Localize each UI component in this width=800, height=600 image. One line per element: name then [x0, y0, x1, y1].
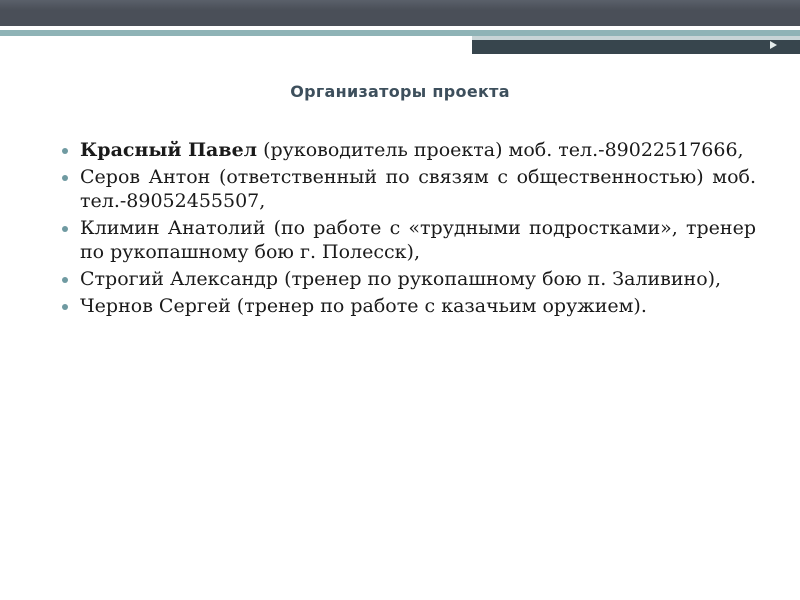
- triangle-marker-icon: [770, 41, 777, 49]
- header-sheen: [0, 0, 800, 10]
- bullet-icon: [62, 175, 68, 181]
- list-item-strong: Красный Павел: [80, 139, 258, 161]
- bullet-icon: [62, 304, 68, 310]
- list-item: [62, 138, 756, 162]
- list-item: [62, 294, 756, 318]
- slide-title: Организаторы проекта: [290, 82, 510, 101]
- list-item-text: Климин Анатолий (по работе с «трудными подростками», тренер по рукопашному бою г. Полесск),: [80, 217, 756, 263]
- light-accent-strip: [472, 36, 800, 40]
- list-item-text: Серов Антон (ответственный по связям с общественностью) моб. тел.-89052455507,: [80, 166, 756, 212]
- list-item: [62, 267, 756, 291]
- list-item-text: (руководитель проекта) моб. тел.-89022517666,: [257, 139, 744, 161]
- bullet-icon: [62, 148, 68, 154]
- bullet-icon: [62, 277, 68, 283]
- header-band: [0, 0, 800, 26]
- list-item-text: Строгий Александр (тренер по рукопашному бою п. Заливино),: [80, 268, 722, 290]
- bullet-icon: [62, 226, 68, 232]
- list-item-text: Чернов Сергей (тренер по работе с казачьим оружием).: [80, 295, 647, 317]
- organizer-list: [62, 138, 756, 321]
- list-item: [62, 216, 756, 264]
- list-item: [62, 165, 756, 213]
